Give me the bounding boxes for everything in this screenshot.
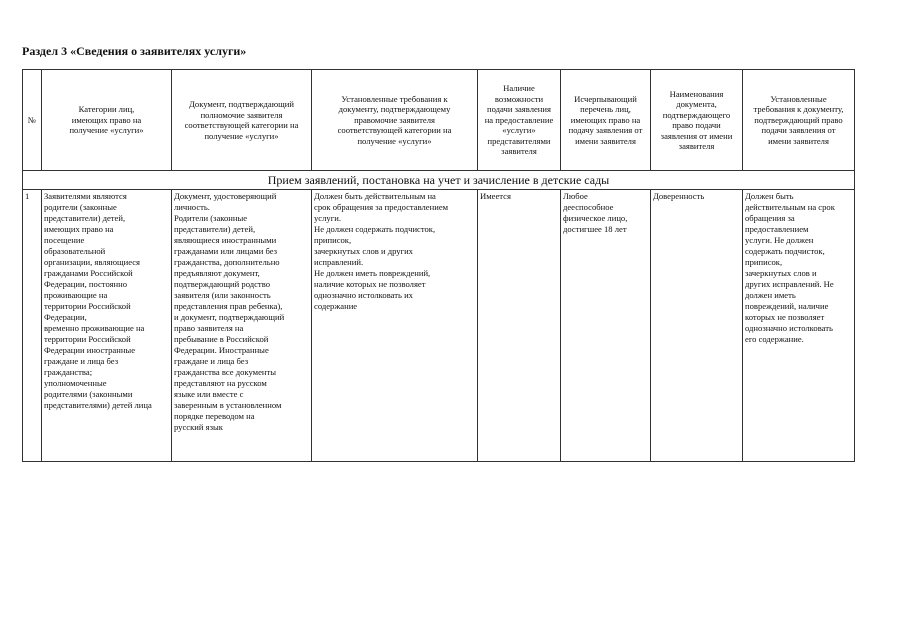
table-row (23, 190, 855, 462)
cell-requirements: Должен быть действительным на срок обращения за предоставлением услуги. Не должен содержать подчисток, приписок, зачеркнутых слов и других исправлений. Не должен иметь повреждений, наличие которых не позволяет однозначно истолковать их содержание (312, 190, 478, 462)
header-possibility: Наличие возможности подачи заявления на предоставление «услуги» представителями заявителя (478, 70, 561, 171)
page-title: Раздел 3 «Сведения о заявителях услуги» (22, 44, 247, 58)
section-title: Прием заявлений, постановка на учет и зачисление в детские сады (23, 171, 855, 190)
cell-possibility: Имеется (478, 190, 561, 462)
header-doc-name: Наименования документа, подтверждающего право подачи заявления от имени заявителя (651, 70, 743, 171)
applicants-table (22, 69, 855, 462)
header-number: № (23, 70, 42, 171)
cell-doc-name: Доверенность (651, 190, 743, 462)
header-requirements: Установленные требования к документу, подтверждающему правомочие заявителя соответствующей категории на получение «услуги» (312, 70, 478, 171)
header-document: Документ, подтверждающий полномочие заявителя соответствующей категории на получение «услуги» (172, 70, 312, 171)
cell-categories: Заявителями являются родители (законные представители) детей, имеющих право на посещение образовательной организации, являющиеся гражданами Российской Федерации, постоянно проживающие на территории Российской Федерации, временно проживающие на территории Российской Федерации иностранные граждане и лица без гражданства; уполномоченные родителями (законными представителями) детей лица (42, 190, 172, 462)
header-persons: Исчерпывающий перечень лиц, имеющих право на подачу заявления от имени заявителя (561, 70, 651, 171)
row-number: 1 (23, 190, 42, 462)
cell-persons: Любое дееспособное физическое лицо, достигшее 18 лет (561, 190, 651, 462)
cell-doc-requirements: Должен быть действительным на срок обращения за предоставлением услуги. Не должен содержать подчисток, приписок, зачеркнутых слов и других исправлений. Не должен иметь повреждений, наличие которых не позволяет однозначно истолковать его содержание. (743, 190, 855, 462)
header-categories: Категории лиц, имеющих право на получение «услуги» (42, 70, 172, 171)
table-header-row (23, 70, 855, 171)
header-doc-requirements: Установленные требования к документу, подтверждающий право подачи заявления от имени заявителя (743, 70, 855, 171)
cell-document: Документ, удостоверяющий личность. Родители (законные представители) детей, являющиеся иностранными гражданами или лицами без гражданства, дополнительно предъявляют документ, подтверждающий родство заявителя (или законность представления прав ребенка), и документ, подтверждающий право заявителя на пребывание в Российской Федерации. Иностранные граждане и лица без гражданства все документы представляют на русском языке или вместе с заверенным в установленном порядке переводом на русский язык (172, 190, 312, 462)
section-row (23, 171, 855, 190)
